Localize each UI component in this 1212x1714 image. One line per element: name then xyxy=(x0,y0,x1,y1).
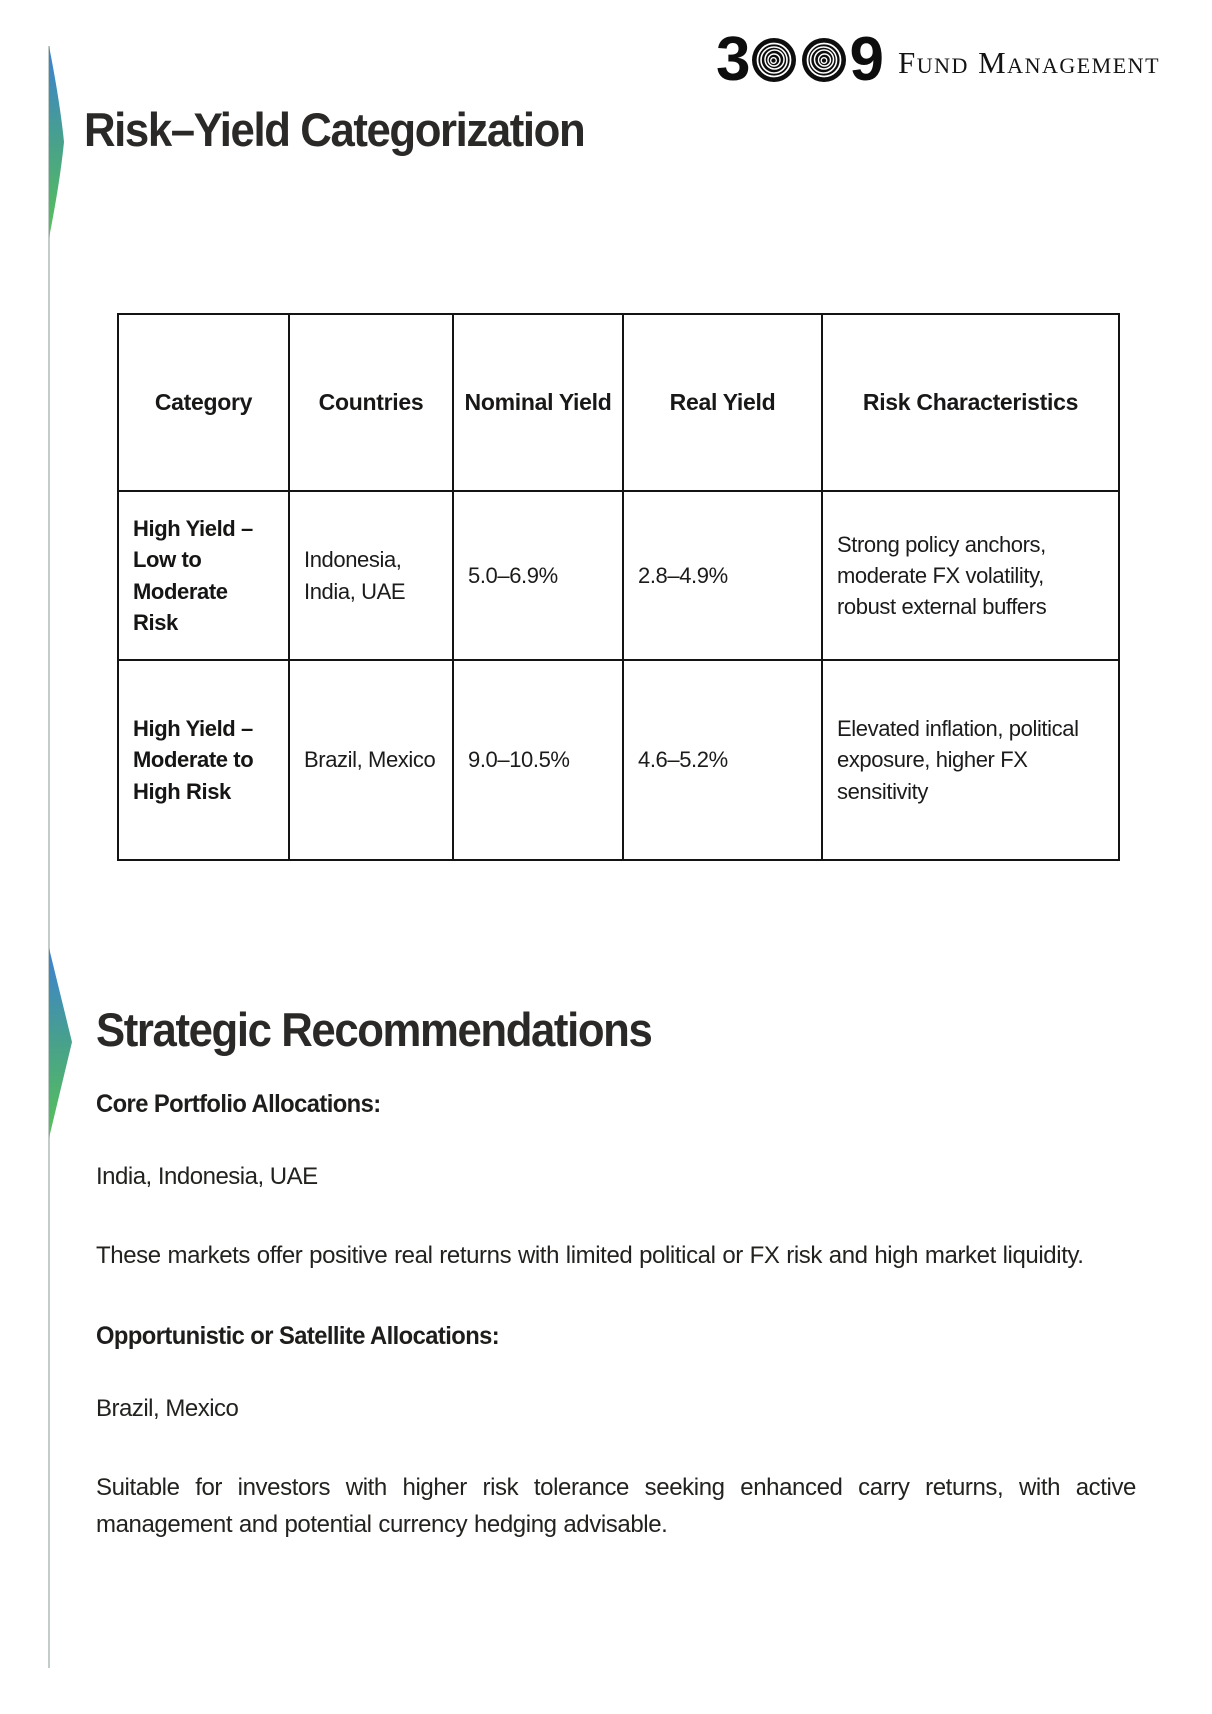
col-header-risk-characteristics: Risk Characteristics xyxy=(822,314,1119,491)
cell-risk-characteristics: Strong policy anchors, moderate FX volatility, robust external buffers xyxy=(822,491,1119,660)
cell-category: High Yield – Low to Moderate Risk xyxy=(118,491,289,660)
cell-countries: Brazil, Mexico xyxy=(289,660,453,860)
col-header-countries: Countries xyxy=(289,314,453,491)
cell-real-yield: 4.6–5.2% xyxy=(623,660,822,860)
table-row xyxy=(118,491,1119,660)
satellite-allocations-heading: Opportunistic or Satellite Allocations: xyxy=(96,1322,500,1351)
cell-risk-characteristics: Elevated inflation, political exposure, higher FX sensitivity xyxy=(822,660,1119,860)
cell-real-yield: 2.8–4.9% xyxy=(623,491,822,660)
spiral-zero-icon xyxy=(751,37,797,83)
accent-ribbon-middle-icon xyxy=(44,946,76,1140)
brand-logo xyxy=(716,25,1161,94)
satellite-allocations-markets: Brazil, Mexico xyxy=(96,1395,239,1423)
col-header-nominal-yield: Nominal Yield xyxy=(453,314,623,491)
cell-category: High Yield – Moderate to High Risk xyxy=(118,660,289,860)
cell-nominal-yield: 9.0–10.5% xyxy=(453,660,623,860)
col-header-category: Category xyxy=(118,314,289,491)
accent-ribbon-top-icon xyxy=(44,44,70,240)
table-row xyxy=(118,660,1119,860)
brand-number-right: 9 xyxy=(849,25,883,94)
left-rule-line xyxy=(48,46,50,1668)
cell-nominal-yield: 5.0–6.9% xyxy=(453,491,623,660)
table-header-row xyxy=(118,314,1119,491)
cell-countries: Indonesia, India, UAE xyxy=(289,491,453,660)
col-header-real-yield: Real Yield xyxy=(623,314,822,491)
brand-number-left: 3 xyxy=(716,25,750,94)
core-allocations-markets: India, Indonesia, UAE xyxy=(96,1163,318,1190)
brand-name: Fund Management xyxy=(897,45,1161,80)
recommendations-section xyxy=(96,1090,1136,1592)
spiral-zero-icon xyxy=(801,37,847,83)
page-title-risk-yield: Risk–Yield Categorization xyxy=(84,103,585,156)
core-allocations-heading: Core Portfolio Allocations: xyxy=(96,1090,381,1118)
section-title-strategic: Strategic Recommendations xyxy=(96,1003,652,1056)
satellite-allocations-text: Suitable for investors with higher risk tolerance seeking enhanced carry returns, with active management and potential currency hedging advisable. xyxy=(96,1474,1136,1539)
risk-yield-table xyxy=(117,313,1120,861)
core-allocations-text: These markets offer positive real returns with limited political or FX risk and high market liquidity. xyxy=(96,1242,1084,1269)
